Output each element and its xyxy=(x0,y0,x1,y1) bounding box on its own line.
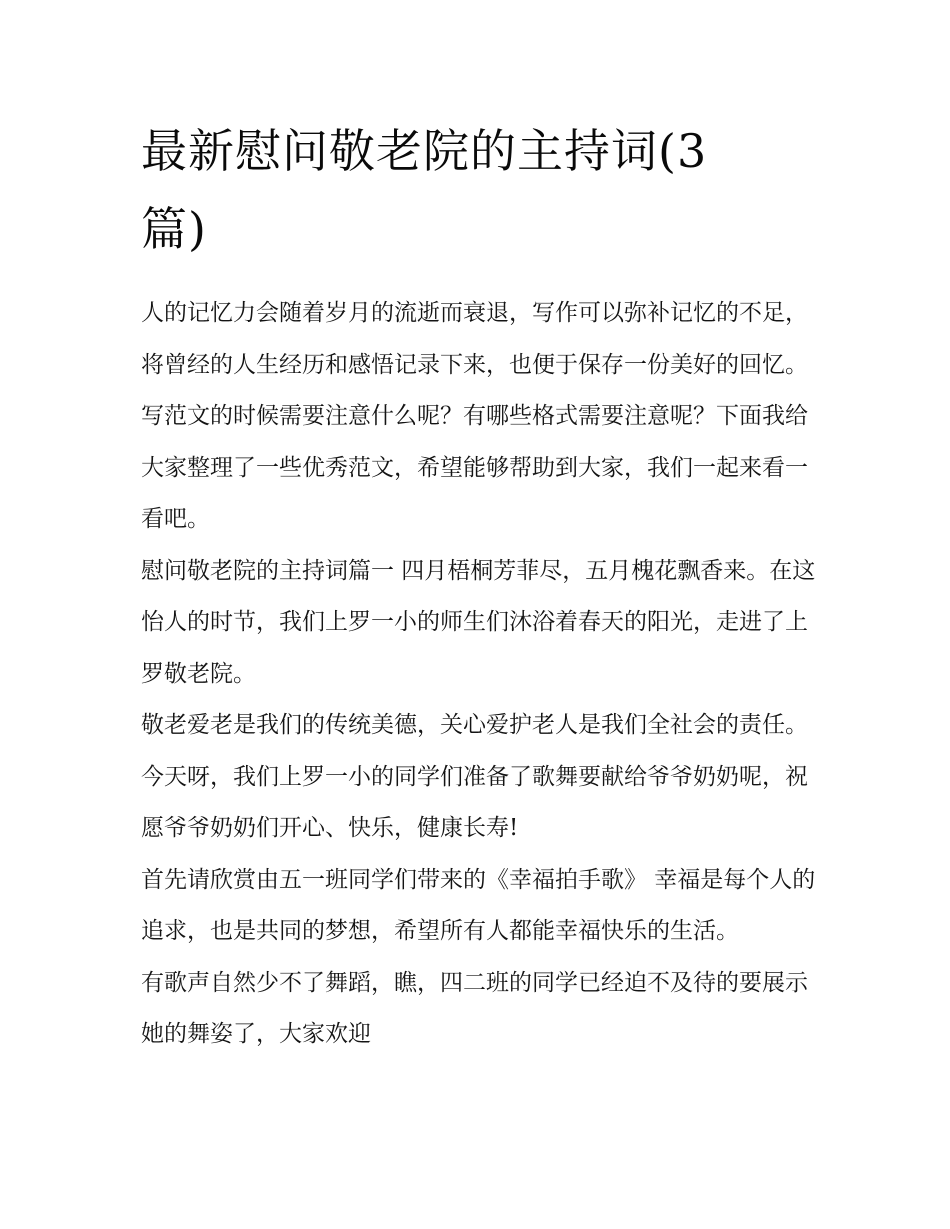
paragraph-opening: 慰问敬老院的主持词篇一 四月梧桐芳菲尽，五月槐花飘香来。在这怡人的时节，我们上罗一小的师生们沐浴着春天的阳光，走进了上罗敬老院。 xyxy=(141,557,816,687)
paragraph-intro: 人的记忆力会随着岁月的流逝而衰退，写作可以弥补记忆的不足，将曾经的人生经历和感悟记录下来，也便于保存一份美好的回忆。写范文的时候需要注意什么呢？有哪些格式需要注意呢？下面我给大家整理了一些优秀范文，希望能够帮助到大家，我们一起来看一看吧。 xyxy=(141,300,808,532)
paragraph-respect-elders: 敬老爱老是我们的传统美德，关心爱护老人是我们全社会的责任。今天呀，我们上罗一小的同学们准备了歌舞要献给爷爷奶奶呢，祝愿爷爷奶奶们开心、快乐，健康长寿! xyxy=(141,712,808,841)
paragraph-dance-intro: 有歌声自然少不了舞蹈，瞧，四二班的同学已经迫不及待的要展示她的舞姿了，大家欢迎 xyxy=(141,969,808,1047)
paragraph-first-performance: 首先请欣赏由五一班同学们带来的《幸福拍手歌》 幸福是每个人的追求，也是共同的梦想，希望所有人都能幸福快乐的生活。 xyxy=(141,866,816,944)
document-body xyxy=(141,112,821,1061)
document-title: 最新慰问敬老院的主持词(3篇) xyxy=(141,124,708,256)
